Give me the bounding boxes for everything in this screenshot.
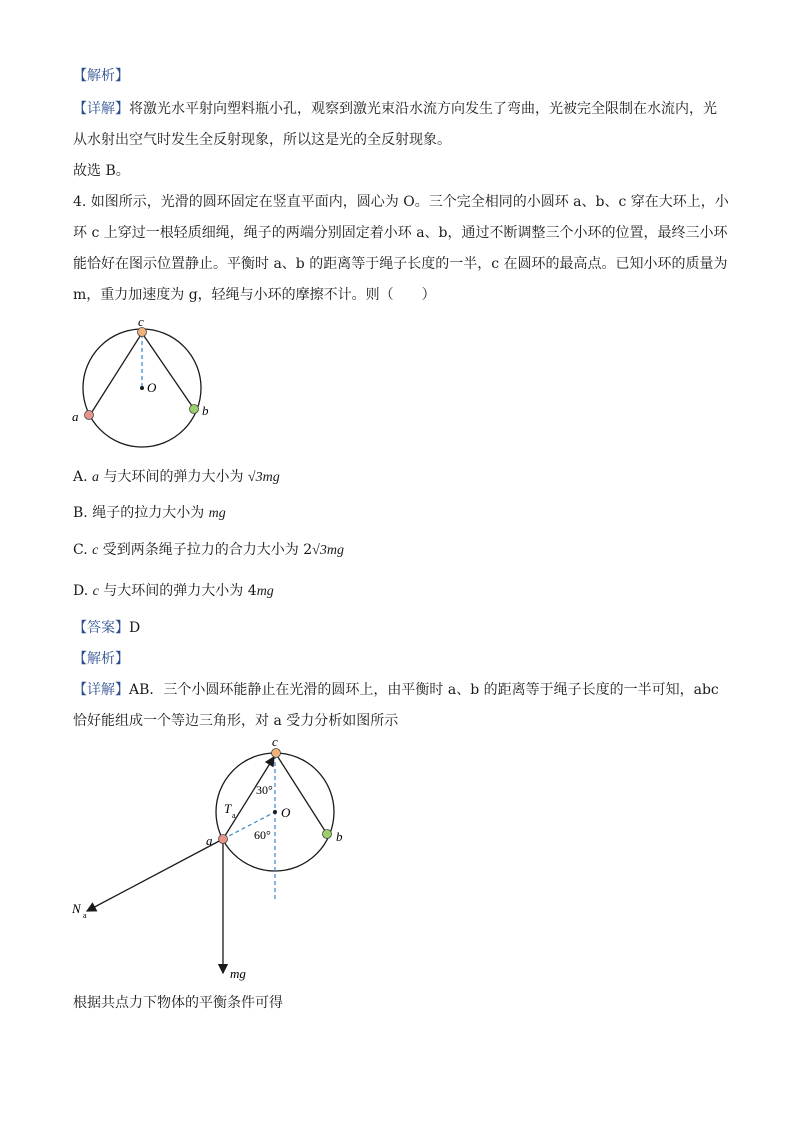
ring-a [85,411,94,420]
label-n: N [72,901,81,916]
option-d-letter: D. [73,583,93,599]
option-d-mg: mg [256,584,274,599]
label-o: O [147,380,157,395]
detail-text: 将激光水平射向塑料瓶小孔，观察到激光束沿水流方向发生了弯曲，光被完全限制在水流内，光 [129,101,717,117]
option-c-sqrt: √3 [312,543,327,558]
option-b-text: B. 绳子的拉力大小为 [73,505,209,521]
option-a [73,467,280,488]
option-c-text: 受到两条绳子拉力的合力大小为 [98,542,304,558]
label-a: a [72,409,79,424]
angle-30: 30° [256,783,273,797]
option-d-var: c [92,584,99,599]
option-c-mg: mg [326,543,344,558]
option-c-var: c [92,543,99,558]
angle-60: 60° [254,828,271,842]
question-line-1: 4. 如图所示，光滑的圆环固定在竖直平面内，圆心为 O。三个完全相同的小圆环 a、b、c 穿在大环上，小 [73,194,729,210]
option-d [73,581,274,602]
label-n-sub: a [83,911,87,920]
option-a-letter: A. [73,469,93,485]
label-b: b [336,829,343,844]
detail-paragraph-2-line-1 [73,680,719,700]
center-dot [140,386,144,390]
question-line-2: 环 c 上穿过一根轻质细绳，绳子的两端分别固定着小环 a、b，通过不断调整三个小环的位置，最终三小环 [73,225,728,241]
label-c: c [272,735,278,749]
option-c-letter: C. [73,542,93,558]
detail-2-text: AB．三个小圆环能静止在光滑的圆环上，由平衡时 a、b 的距离等于绳子长度的一半可知，abc [129,682,719,698]
label-t-sub: a [232,811,236,820]
tension-arrow [223,757,274,839]
ring-b [190,405,199,414]
answer-tag: 【答案】 [73,620,129,636]
ring-a [219,835,228,844]
detail-tag-2: 【详解】 [73,682,129,698]
detail-tag: 【详解】 [73,101,129,117]
rope-right [276,754,327,834]
rope-left [90,333,142,415]
option-d-coef: 4 [247,583,257,599]
option-a-var: a [92,470,100,485]
closing-line: 根据共点力下物体的平衡条件可得 [73,995,283,1011]
answer-value: D [129,620,141,636]
question-line-4: m，重力加速度为 g，轻绳与小环的摩擦不计。则（ ） [73,287,436,303]
choice-statement: 故选 B。 [73,163,130,179]
center-dot [273,810,277,814]
option-c [73,540,344,561]
question-figure [60,318,240,458]
option-a-text: 与大环间的弹力大小为 [99,469,248,485]
option-b [73,503,226,524]
label-b: b [202,403,209,418]
rope-right [142,333,194,409]
option-a-sqrt: √3 [247,470,263,485]
answer-line [73,618,140,638]
detail-paragraph-line [73,99,717,119]
ring-b [323,830,332,839]
label-mg: mg [230,966,246,981]
detail-text-line-2: 从水射出空气时发生全反射现象，所以这是光的全反射现象。 [73,132,451,148]
label-o: O [281,805,291,820]
force-analysis-figure [60,735,360,985]
label-t: T [224,801,232,816]
label-c: c [138,318,144,329]
option-d-text: 与大环间的弹力大小为 [98,583,248,599]
label-a: a [206,833,213,848]
normal-force-arrow [87,839,223,911]
option-c-coef: 2 [303,542,313,558]
analysis-heading-2: 【解析】 [73,651,129,667]
detail-paragraph-2-line-2: 恰好能组成一个等边三角形，对 a 受力分析如图所示 [73,713,399,729]
option-a-mg: mg [262,470,280,485]
analysis-heading: 【解析】 [73,68,129,84]
option-b-mg: mg [208,506,226,521]
ring-c [272,749,281,758]
question-line-3: 能恰好在图示位置静止。平衡时 a、b 的距离等于绳子长度的一半，c 在圆环的最高点。已知小环的质量为 [73,256,728,272]
